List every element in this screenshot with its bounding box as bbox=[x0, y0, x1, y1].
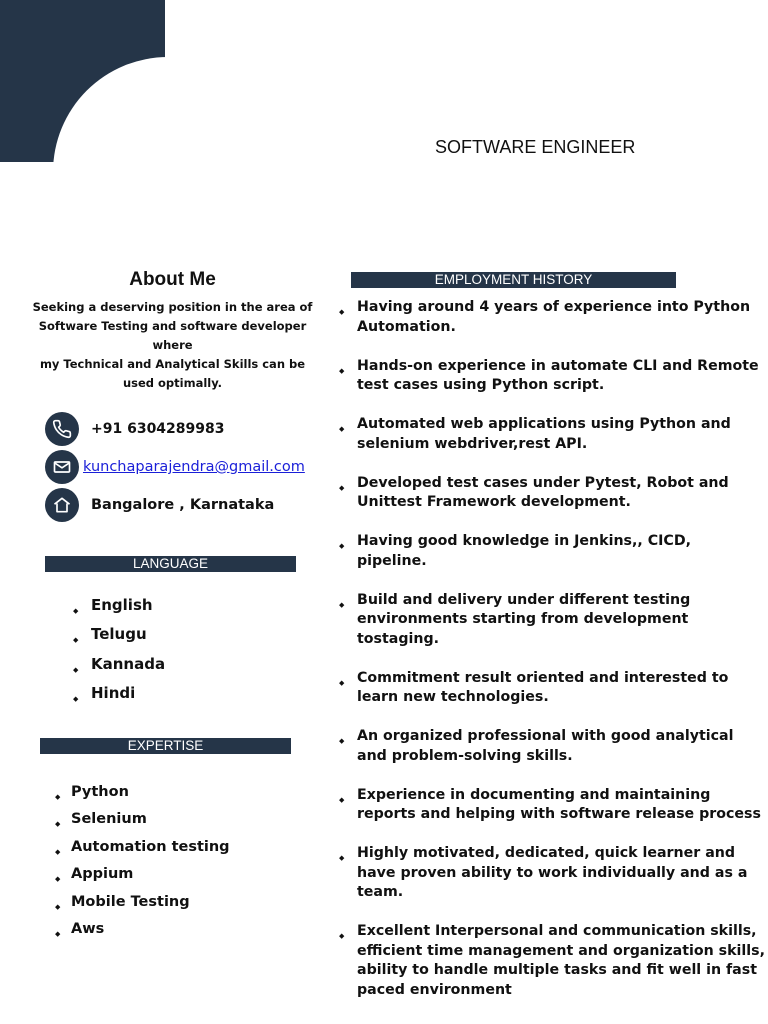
employment-item: ◆ Automated web applications using Python and selenium webdriver,rest API. bbox=[337, 415, 765, 454]
employment-item: ◆ Having around 4 years of experience into Python Automation. bbox=[337, 298, 765, 337]
about-title: About Me bbox=[129, 269, 216, 290]
location-text: Bangalore , Karnataka bbox=[91, 497, 275, 513]
employment-item: ◆ Having good knowledge in Jenkins,, CICD, pipeline. bbox=[337, 532, 765, 571]
job-title: SOFTWARE ENGINEER bbox=[435, 137, 636, 157]
phone-icon bbox=[45, 412, 79, 446]
about-line: Seeking a deserving position in the area of bbox=[32, 300, 313, 314]
about-text bbox=[20, 298, 325, 393]
expertise-item: ◆ Aws bbox=[55, 920, 230, 947]
about-line: my Technical and Analytical Skills can be bbox=[39, 357, 306, 371]
expertise-item: ◆ Mobile Testing bbox=[55, 893, 230, 920]
about-line: Software Testing and software developer bbox=[38, 319, 307, 333]
home-icon bbox=[45, 488, 79, 522]
phone-number: +91 6304289983 bbox=[91, 421, 225, 437]
about-line: where bbox=[152, 338, 193, 352]
contact-phone bbox=[45, 412, 225, 446]
expertise-list bbox=[55, 783, 230, 947]
language-item: ◆ Telugu bbox=[73, 624, 165, 653]
employment-section-title: EMPLOYMENT HISTORY bbox=[351, 272, 676, 288]
expertise-item: ◆ Python bbox=[55, 783, 230, 810]
expertise-item: ◆ Automation testing bbox=[55, 838, 230, 865]
about-line: used optimally. bbox=[122, 376, 223, 390]
expertise-item: ◆ Appium bbox=[55, 865, 230, 892]
employment-item: ◆ Highly motivated, dedicated, quick learner and have proven ability to work individually and as a team. bbox=[337, 844, 765, 903]
employment-item: ◆ Excellent Interpersonal and communication skills, efficient time management and organization skills, ability to handle multiple tasks and fit well in fast paced environment bbox=[337, 922, 765, 1000]
expertise-section-title: EXPERTISE bbox=[40, 738, 291, 754]
employment-list bbox=[337, 298, 765, 1020]
language-section-title: LANGUAGE bbox=[45, 556, 296, 572]
email-icon bbox=[45, 450, 79, 484]
language-item: ◆ Hindi bbox=[73, 683, 165, 712]
employment-item: ◆ Experience in documenting and maintaining reports and helping with software release process bbox=[337, 786, 765, 825]
language-item: ◆ English bbox=[73, 595, 165, 624]
language-list bbox=[73, 595, 165, 712]
email-link[interactable]: kunchaparajendra@gmail.com bbox=[83, 459, 305, 475]
employment-item: ◆ Developed test cases under Pytest, Robot and Unittest Framework development. bbox=[337, 474, 765, 513]
contact-location bbox=[45, 488, 274, 522]
employment-item: ◆ Commitment result oriented and interested to learn new technologies. bbox=[337, 669, 765, 708]
corner-decoration-cutout bbox=[53, 57, 283, 287]
employment-item: ◆ Hands-on experience in automate CLI and Remote test cases using Python script. bbox=[337, 357, 765, 396]
language-item: ◆ Kannada bbox=[73, 654, 165, 683]
expertise-item: ◆ Selenium bbox=[55, 810, 230, 837]
contact-email bbox=[45, 450, 305, 484]
employment-item: ◆ Build and delivery under different testing environments starting from development tostaging. bbox=[337, 591, 765, 650]
employment-item: ◆ An organized professional with good analytical and problem-solving skills. bbox=[337, 727, 765, 766]
